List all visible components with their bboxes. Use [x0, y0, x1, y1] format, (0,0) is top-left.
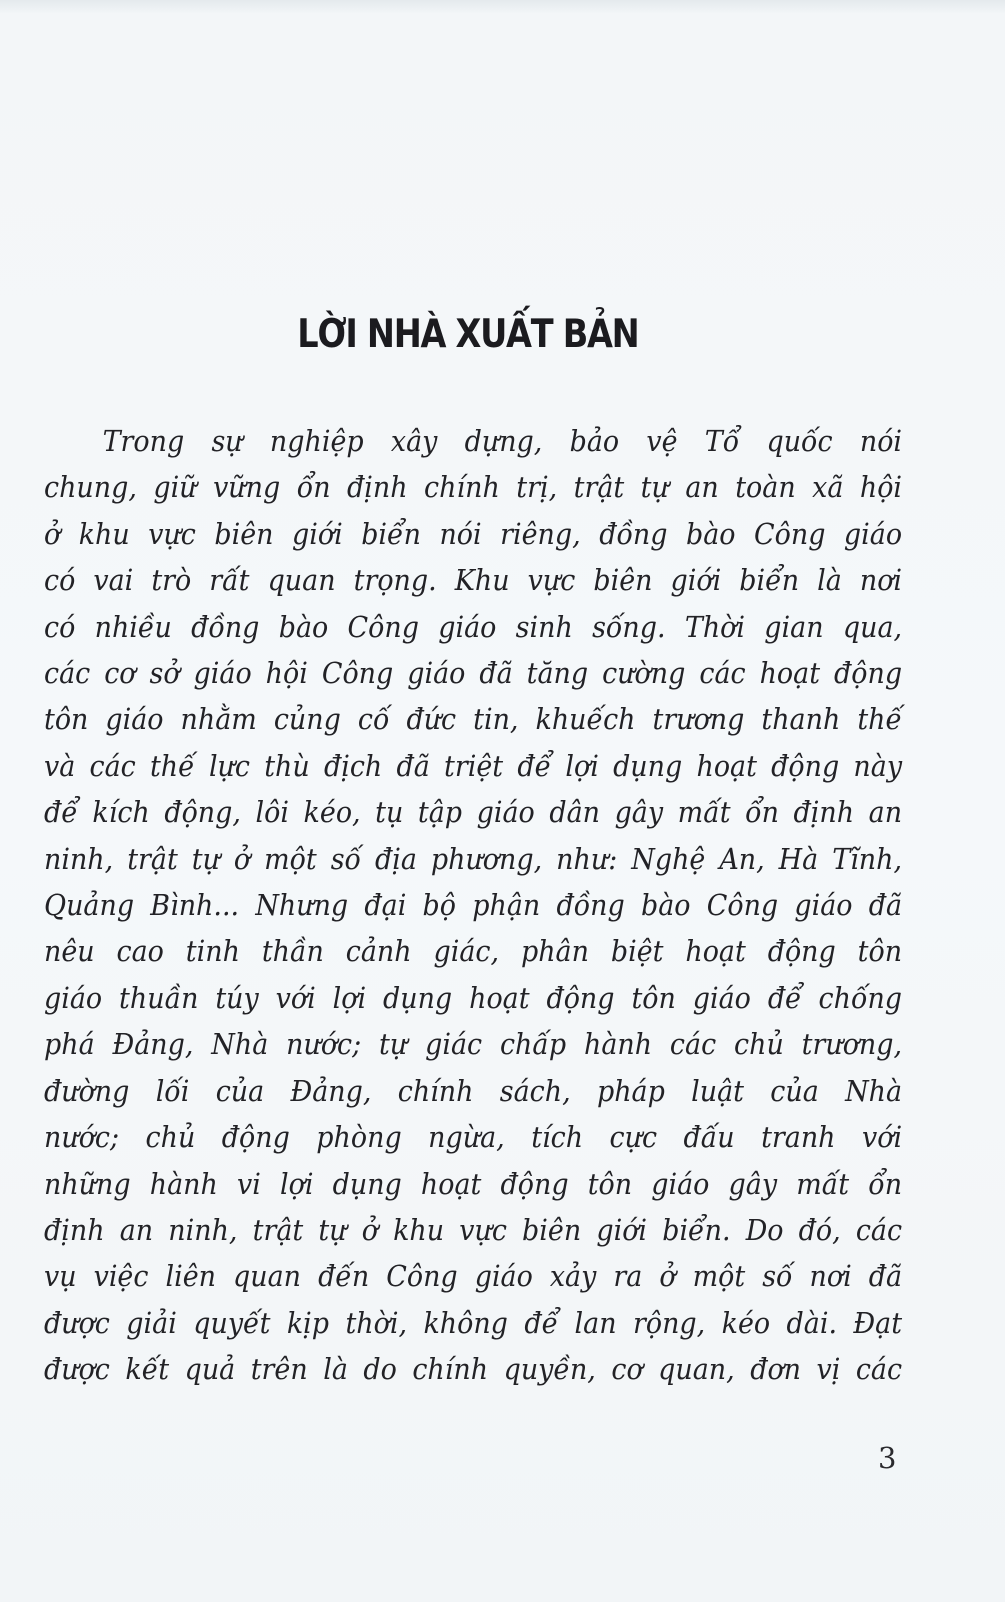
page-number: 3	[878, 1441, 897, 1475]
body-line: vụ việc liên quan đến Công giáo xảy ra ở một số nơi đã	[44, 1260, 903, 1294]
body-line: được giải quyết kịp thời, không để lan rộng, kéo dài. Đạt	[44, 1306, 903, 1340]
body-line: ninh, trật tự ở một số địa phương, như: Nghệ An, Hà Tĩnh,	[44, 842, 903, 876]
body-line: các cơ sở giáo hội Công giáo đã tăng cường các hoạt động	[44, 657, 903, 691]
body-line: đường lối của Đảng, chính sách, pháp luật của Nhà	[44, 1074, 903, 1108]
body-line: và các thế lực thù địch đã triệt để lợi dụng hoạt động này	[44, 749, 903, 783]
body-line: nước; chủ động phòng ngừa, tích cực đấu tranh với	[44, 1121, 903, 1155]
body-line: định an ninh, trật tự ở khu vực biên giới biển. Do đó, các	[44, 1213, 903, 1247]
page-title: LỜI NHÀ XUẤT BẢN	[297, 312, 639, 357]
body-paragraph	[44, 419, 902, 1394]
page-edge-shadow	[0, 0, 1005, 14]
body-line: để kích động, lôi kéo, tụ tập giáo dân gây mất ổn định an	[44, 796, 903, 830]
body-line: có nhiều đồng bào Công giáo sinh sống. Thời gian qua,	[44, 610, 903, 644]
body-line: được kết quả trên là do chính quyền, cơ quan, đơn vị các	[44, 1353, 903, 1387]
body-line: Trong sự nghiệp xây dựng, bảo vệ Tổ quốc nói	[102, 425, 903, 458]
body-line: những hành vi lợi dụng hoạt động tôn giáo gây mất ổn	[44, 1167, 903, 1201]
body-line: chung, giữ vững ổn định chính trị, trật tự an toàn xã hội	[44, 471, 903, 505]
body-line: phá Đảng, Nhà nước; tự giác chấp hành các chủ trương,	[44, 1028, 903, 1062]
body-line: có vai trò rất quan trọng. Khu vực biên giới biển là nơi	[44, 564, 903, 598]
body-line: nêu cao tinh thần cảnh giác, phân biệt hoạt động tôn	[44, 935, 903, 969]
body-line: giáo thuần túy với lợi dụng hoạt động tôn giáo để chống	[44, 981, 903, 1015]
body-line: tôn giáo nhằm củng cố đức tin, khuếch trương thanh thế	[44, 703, 903, 737]
body-line: ở khu vực biên giới biển nói riêng, đồng bào Công giáo	[44, 517, 903, 551]
body-line: Quảng Bình... Nhưng đại bộ phận đồng bào Công giáo đã	[44, 889, 903, 923]
